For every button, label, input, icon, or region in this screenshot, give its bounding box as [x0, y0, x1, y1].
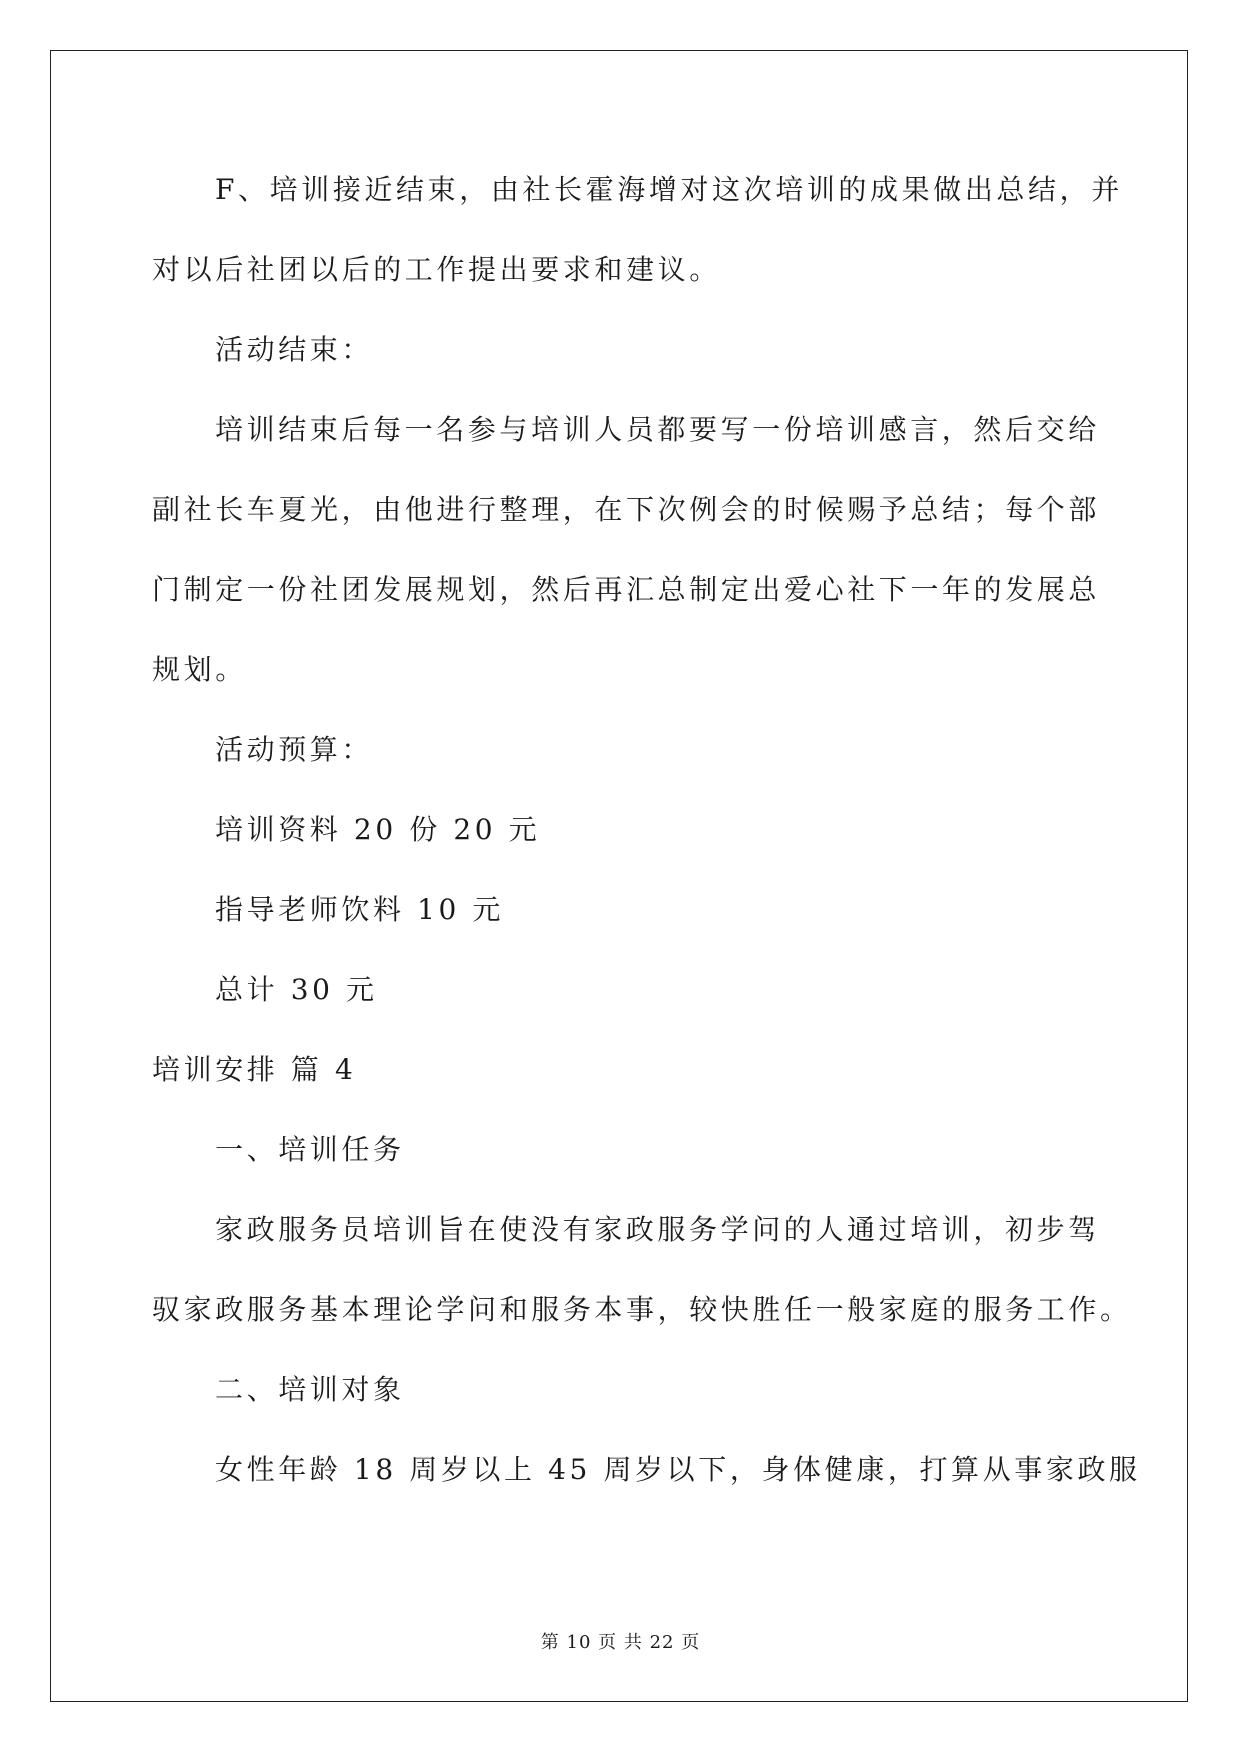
section-heading-activity-end: 活动结束：	[215, 333, 374, 366]
budget-total: 总计 30 元	[215, 973, 378, 1006]
paragraph-line: 对以后社团以后的工作提出要求和建议。	[152, 253, 721, 286]
paragraph-line: 驭家政服务基本理论学问和服务本事，较快胜任一般家庭的服务工作。	[152, 1293, 1132, 1326]
paragraph-line: 规划。	[152, 653, 247, 686]
paragraph-line: 培训结束后每一名参与培训人员都要写一份培训感言，然后交给	[215, 413, 1100, 446]
page-footer: 第 10 页 共 22 页	[540, 1632, 701, 1653]
section-heading-training-target: 二、培训对象	[215, 1373, 405, 1406]
paragraph-line: 门制定一份社团发展规划，然后再汇总制定出爱心社下一年的发展总	[152, 573, 1101, 606]
chapter-title: 培训安排 篇 4	[152, 1053, 357, 1086]
section-heading-training-task: 一、培训任务	[215, 1133, 405, 1166]
paragraph-line: 副社长车夏光，由他进行整理，在下次例会的时候赐予总结；每个部	[152, 493, 1101, 526]
budget-item-drinks: 指导老师饮料 10 元	[215, 893, 505, 926]
paragraph-line: F、培训接近结束，由社长霍海增对这次培训的成果做出总结，并	[215, 173, 1123, 206]
budget-item-materials: 培训资料 20 份 20 元	[215, 813, 541, 846]
section-heading-budget: 活动预算：	[215, 733, 374, 766]
paragraph-line: 家政服务员培训旨在使没有家政服务学问的人通过培训，初步驾	[215, 1213, 1100, 1246]
paragraph-line: 女性年龄 18 周岁以上 45 周岁以下，身体健康，打算从事家政服	[215, 1453, 1141, 1486]
